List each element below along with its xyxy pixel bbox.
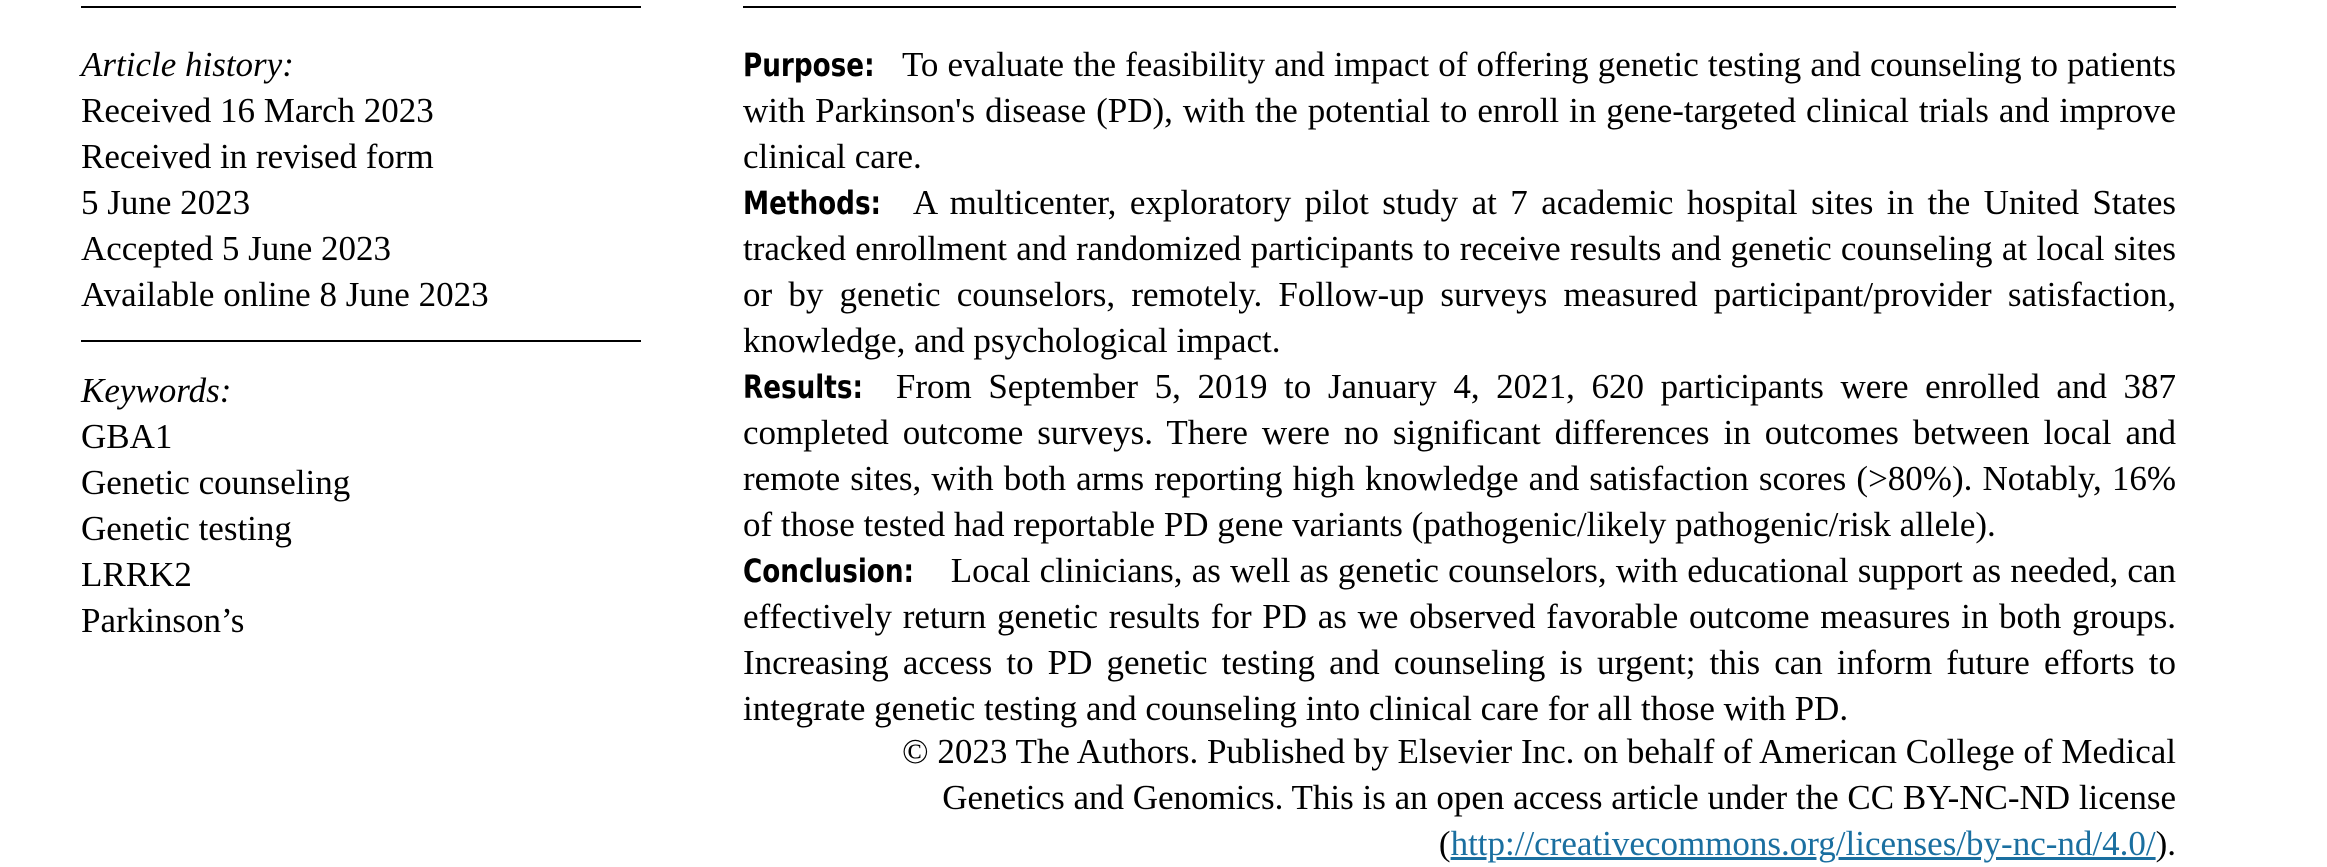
abstract-methods [743, 180, 2176, 364]
conclusion-label: Conclusion: [743, 552, 915, 590]
purpose-text: To evaluate the feasibility and impact of offering genetic testing and counseling to patients with Parkinson's disease (PD), with the potential to enroll in gene-targeted clinical trials and improve clinical care. [743, 45, 2176, 176]
history-line: 5 June 2023 [81, 183, 251, 222]
conclusion-text: Local clinicians, as well as genetic counselors, with educational support as needed, can effectively return genetic results for PD as we observed favorable outcome measures in both groups. Increasing access to PD genetic testing and counseling is urgent; this can inform future efforts to integrate genetic testing and counseling into clinical care for all those with PD. [743, 551, 2176, 728]
keyword-item: Genetic counseling [81, 463, 351, 502]
article-history-heading: Article history: [81, 45, 294, 84]
abstract [743, 42, 2176, 732]
history-line: Available online 8 June 2023 [81, 275, 489, 314]
keywords [81, 368, 641, 644]
keyword-item: Genetic testing [81, 509, 292, 548]
methods-label: Methods: [743, 184, 882, 222]
left-middle-rule [81, 340, 641, 342]
keyword-item: Parkinson’s [81, 601, 245, 640]
abstract-results [743, 364, 2176, 548]
left-top-rule [81, 6, 641, 8]
results-text: From September 5, 2019 to January 4, 2021, 620 participants were enrolled and 387 completed outcome surveys. There were no significant differences in outcomes between local and remote sites, with both arms reporting high knowledge and satisfaction scores (>80%). Notably, 16% of those tested had reportable PD gene variants (pathogenic/likely pathogenic/risk allele). [743, 367, 2176, 544]
copyright-text: © 2023 The Authors. Published by Elsevier Inc. on behalf of American College of Medical Genetics and Genomics. This is an open access article under the CC BY-NC-ND license ( [902, 732, 2176, 863]
copyright-notice [777, 729, 2176, 867]
abstract-conclusion [743, 548, 2176, 732]
abstract-purpose [743, 42, 2176, 180]
history-line: Accepted 5 June 2023 [81, 229, 392, 268]
license-link[interactable]: http://creativecommons.org/licenses/by-nc-nd/4.0/ [1450, 824, 2156, 863]
keywords-heading: Keywords: [81, 371, 232, 410]
abstract-top-rule [743, 6, 2176, 8]
history-line: Received in revised form [81, 137, 434, 176]
purpose-label: Purpose: [743, 46, 875, 84]
article-history [81, 42, 641, 318]
keyword-item: LRRK2 [81, 555, 192, 594]
history-line: Received 16 March 2023 [81, 91, 434, 130]
results-label: Results: [743, 368, 863, 406]
methods-text: A multicenter, exploratory pilot study at 7 academic hospital sites in the United States tracked enrollment and randomized participants to receive results and genetic counseling at local sites or by genetic counselors, remotely. Follow-up surveys measured participant/provider satisfaction, knowledge, and psychological impact. [743, 183, 2176, 360]
copyright-close: ). [2155, 824, 2176, 863]
keyword-item: GBA1 [81, 417, 173, 456]
